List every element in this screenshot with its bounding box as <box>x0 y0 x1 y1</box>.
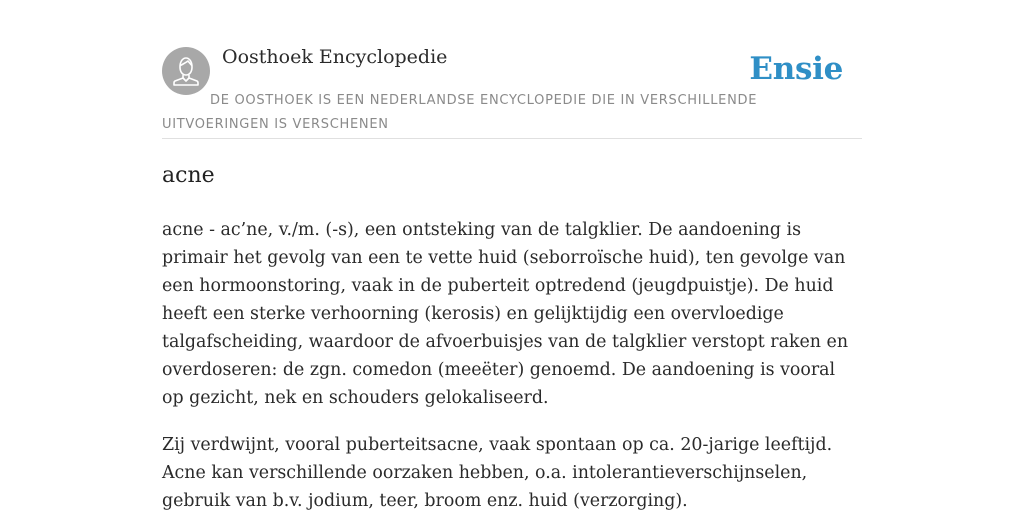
page <box>162 0 862 511</box>
site-tagline: DE OOSTHOEK IS EEN NEDERLANDSE ENCYCLOPEDIE DIE IN VERSCHILLENDE UITVOERINGEN IS VERSCHENEN <box>162 93 758 132</box>
article-paragraph: acne - ac’ne, v./m. (-s), een ontsteking van de talgklier. De aandoening is primair het gevolg van een te vette huid (seborroïsche huid), ten gevolge van een hormoonstoring, vaak in de puberteit optredend (jeugdpuistje). De huid heeft een sterke verhoorning (kerosis) en gelijktijdig een overvloedige talgafscheiding, waardoor de afvoerbuisjes van de talgklier verstopt raken en overdoseren: de zgn. comedon (meeëter) genoemd. De aandoening is vooral op gezicht, nek en schouders gelokaliseerd. <box>162 220 849 408</box>
brand-logo[interactable]: Ensie <box>749 51 843 87</box>
article-body <box>162 216 862 512</box>
site-name[interactable]: Oosthoek Encyclopedie <box>222 46 448 68</box>
page-title: acne <box>162 163 215 188</box>
article-paragraph: Zij verdwijnt, vooral puberteitsacne, vaak spontaan op ca. 20-jarige leeftijd. Acne kan verschillende oorzaken hebben, o.a. intolerantieverschijnselen, gebruik van b.v. jodium, teer, broom enz. huid (verzorging). <box>162 435 833 511</box>
avatar[interactable] <box>162 47 210 95</box>
user-silhouette-icon <box>162 47 210 95</box>
header <box>162 0 862 139</box>
